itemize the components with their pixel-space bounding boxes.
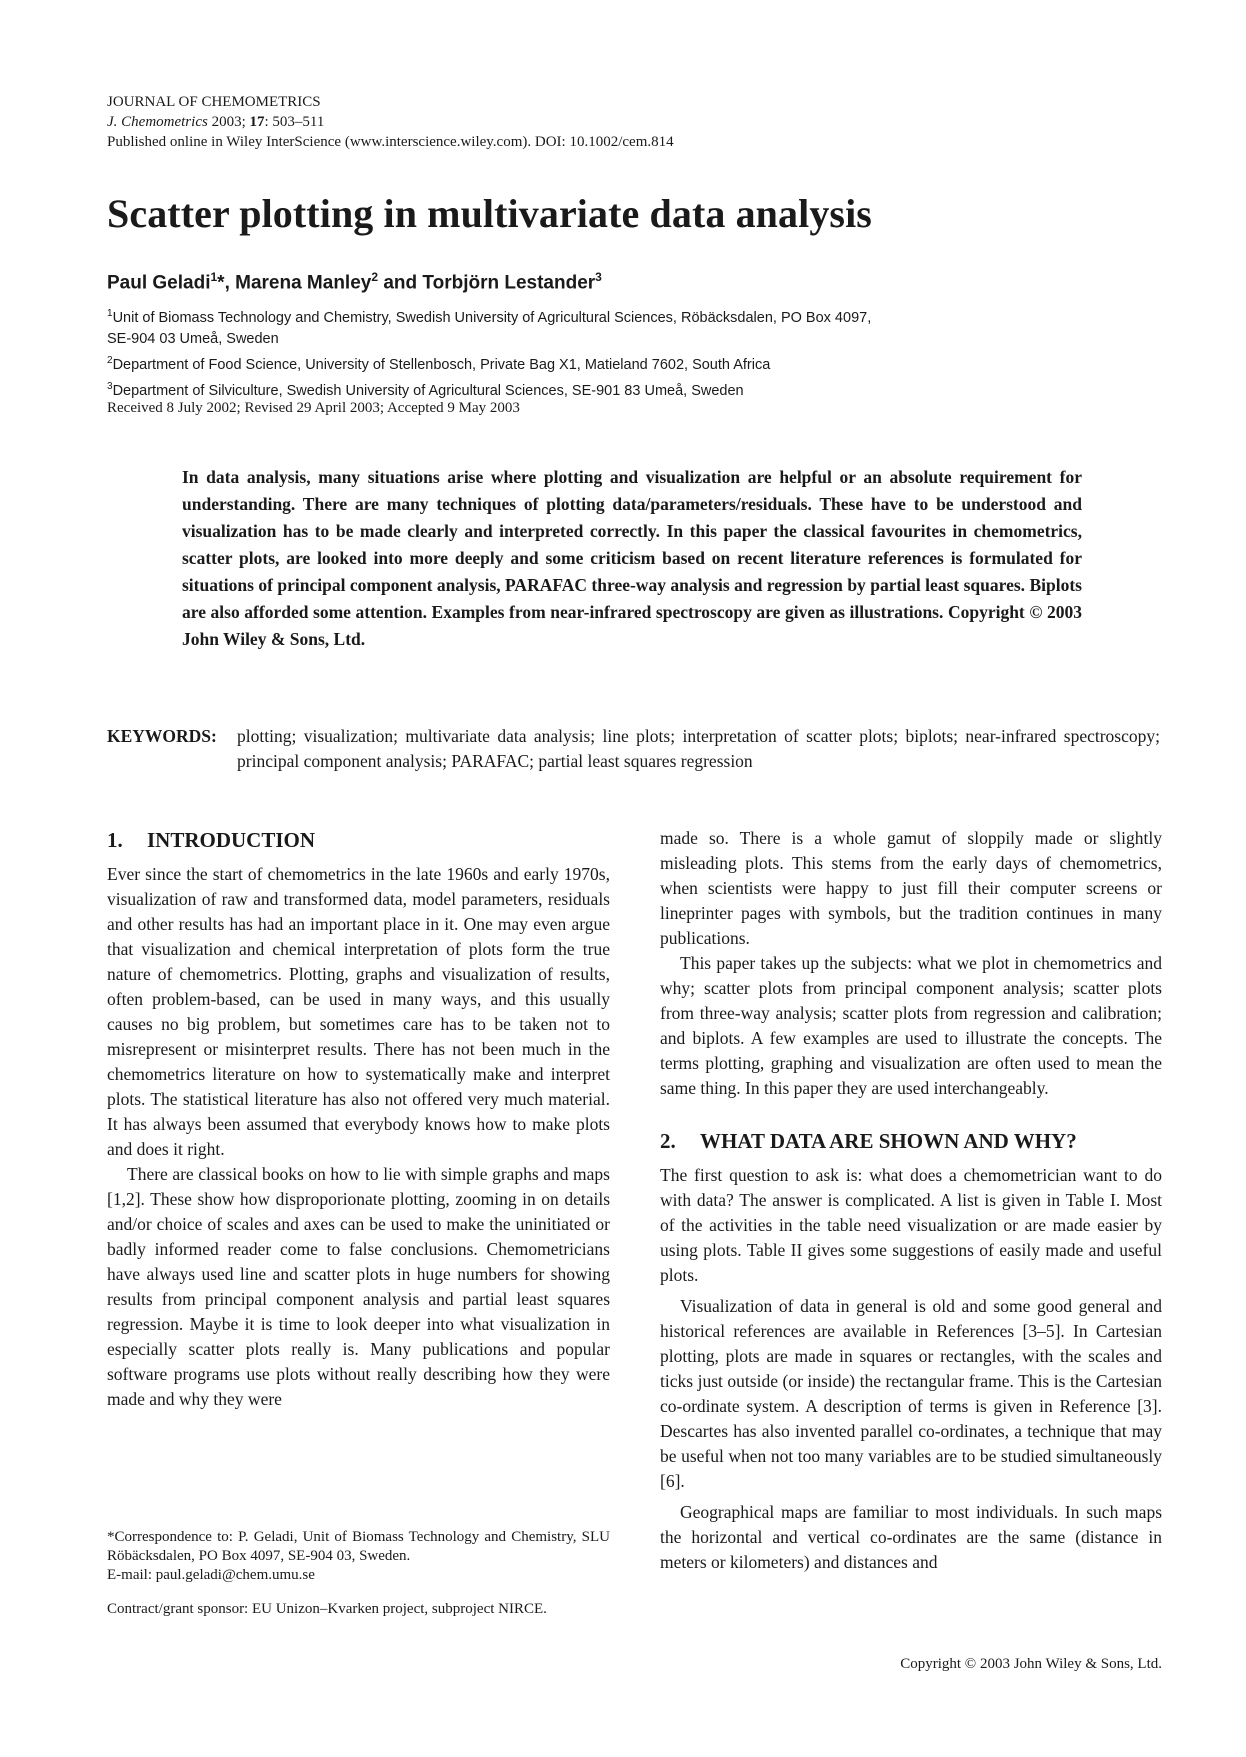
section-2-number: 2. [660,1129,676,1153]
citation-volume: 17 [249,114,265,130]
author-3-affil: 3 [595,270,602,284]
received-dates: Received 8 July 2002; Revised 29 April 2003; Accepted 9 May 2003 [107,400,520,416]
abstract: In data analysis, many situations arise where plotting and visualization are helpful or an absolute requirement for understanding. There are many techniques of plotting data/parameters/residuals. These have to be understood and visualization has to be made clearly and interpreted correctly. In this paper the classical favourites in chemometrics, scatter plots, are looked into more deeply and some criticism based on recent literature references is formulated for situations of principal component analysis, PARAFAC three-way analysis and regression by partial least squares. Biplots are also afforded some attention. Examples from near-infrared spectroscopy are given as illustrations. Copyright © 2003 John Wiley & Sons, Ltd. [182,467,1082,649]
section-2-paragraph-3: Geographical maps are familiar to most individuals. In such maps the horizontal and vertical co-ordinates are the same (distance in meters or kilometers) and distances and [660,1502,1162,1572]
section-2-heading [660,1127,1162,1155]
journal-name: JOURNAL OF CHEMOMETRICS [107,94,321,110]
author-3: Torbjörn Lestander [422,272,596,294]
correspondence-footnote [107,1528,610,1585]
paper-title: Scatter plotting in multivariate data analysis [107,191,872,236]
left-column [107,826,610,1412]
section-1-heading [107,826,610,854]
author-1-mark: *, [217,272,236,294]
sponsor-footnote: Contract/grant sponsor: EU Unizon–Kvarken project, subproject NIRCE. [107,1601,547,1617]
author-conjunction: and [378,272,423,294]
intro-paragraph-1: Ever since the start of chemometrics in the late 1960s and early 1970s, visualization of raw and transformed data, model parameters, residuals and other results has had an important place in it. One may even argue that visualization and chemical interpretation of plots form the true nature of chemometrics. Plotting, graphs and visualization of results, often problem-based, can be used in many ways, and this usually causes no big problem, but sometimes care has to be taken not to misrepresent or misinterpret results. There has not been much in the chemometrics literature on how to systematically make and interpret plots. The statistical literature has also not offered very much material. It has always been assumed that everybody knows how to make plots and does it right. [107,864,610,1159]
affiliation-2-sup: 2 [107,354,113,366]
affiliation-1-cont-text: SE-904 03 Umeå, Sweden [107,330,279,347]
author-2: Marena Manley [235,272,372,294]
keywords-text: plotting; visualization; multivariate data analysis; line plots; interpretation of scatter plots; biplots; near-infrared spectroscopy; principal component analysis; PARAFAC; partial least squares regression [237,726,1160,771]
citation-pages: : 503–511 [264,114,325,130]
affiliation-1-cont [107,329,1107,350]
affiliation-2 [107,350,1107,376]
right-column [660,826,1162,1575]
journal-header [107,92,674,152]
journal-citation [107,112,674,132]
intro-paragraph-3: This paper takes up the subjects: what we plot in chemometrics and why; scatter plots from principal component analysis; scatter plots from three-way analysis; scatter plots from regression and calibration; and biplots. A few examples are used to illustrate the concepts. The terms plotting, graphing and visualization are often used to mean the same thing. In this paper they are used interchangeably. [660,953,1162,1098]
author-list [107,270,602,294]
affiliation-1 [107,303,1107,329]
intro-paragraph-2: There are classical books on how to lie with simple graphs and maps [1,2]. These show how disproporionate plotting, zooming in on details and/or choice of scales and axes can be used to make the uninitiated or badly informed reader come to false conclusions. Chemometricians have always used line and scatter plots in huge numbers for showing results from principal component analysis and partial least squares regression. Maybe it is time to look deeper into what visualization in especially scatter plots really is. Many publications and popular software programs use plots without really describing how they were made and why they were [107,1164,610,1409]
affiliation-3-sup: 3 [107,380,113,392]
author-1-affil: 1 [210,270,218,284]
section-2-paragraph-2: Visualization of data in general is old and some good general and historical references are available in References [3–5]. In Cartesian plotting, plots are made in squares or rectangles, with the scales and ticks just outside (or inside) the rectangular frame. This is the Cartesian co-ordinate system. A description of terms is given in Reference [3]. Descartes has also invented parallel co-ordinates, a technique that may be useful when not too many variables are to be studied simultaneously [6]. [660,1296,1162,1491]
copyright-line: Copyright © 2003 John Wiley & Sons, Ltd. [900,1656,1162,1672]
section-1-number: 1. [107,828,123,852]
affiliation-3-text: Department of Silviculture, Swedish University of Agricultural Sciences, SE-901 83 Umeå, Sweden [112,382,744,399]
section-1-title: INTRODUCTION [147,828,316,852]
affiliation-2-text: Department of Food Science, University of Stellenbosch, Private Bag X1, Matieland 7602, South Africa [112,356,771,373]
affiliation-1-sup: 1 [107,308,113,319]
author-1: Paul Geladi [107,272,211,294]
correspondence-email: E-mail: paul.geladi@chem.umu.se [107,1567,315,1583]
publication-info: Published online in Wiley InterScience (www.interscience.wiley.com). DOI: 10.1002/cem.814 [107,134,674,150]
keywords-label: KEYWORDS: [107,726,217,746]
affiliation-3 [107,376,1107,402]
section-2-paragraph-1: The first question to ask is: what does a chemometrician want to do with data? The answer is complicated. A list is given in Table I. Most of the activities in the table need visualization or are made easier by using plots. Table II gives some suggestions of easily made and useful plots. [660,1165,1162,1285]
author-2-affil: 2 [371,270,379,284]
correspondence-text: *Correspondence to: P. Geladi, Unit of Biomass Technology and Chemistry, SLU Röbäcksdalen, PO Box 4097, SE-904 03, Sweden. [107,1529,610,1564]
intro-paragraph-2-cont: made so. There is a whole gamut of sloppily made or slightly misleading plots. This stems from the early days of chemometrics, when scientists were happy to just fill their computer screens or lineprinter pages with symbols, but the tradition continues in many publications. [660,828,1162,948]
affiliations [107,303,1107,401]
section-2-title: WHAT DATA ARE SHOWN AND WHY? [700,1129,1077,1153]
affiliation-1-text: Unit of Biomass Technology and Chemistry, Swedish University of Agricultural Sciences, Röbäcksdalen, PO Box 4097, [112,309,872,326]
citation-journal: J. Chemometrics [107,114,208,130]
citation-year: 2003; [211,114,246,130]
